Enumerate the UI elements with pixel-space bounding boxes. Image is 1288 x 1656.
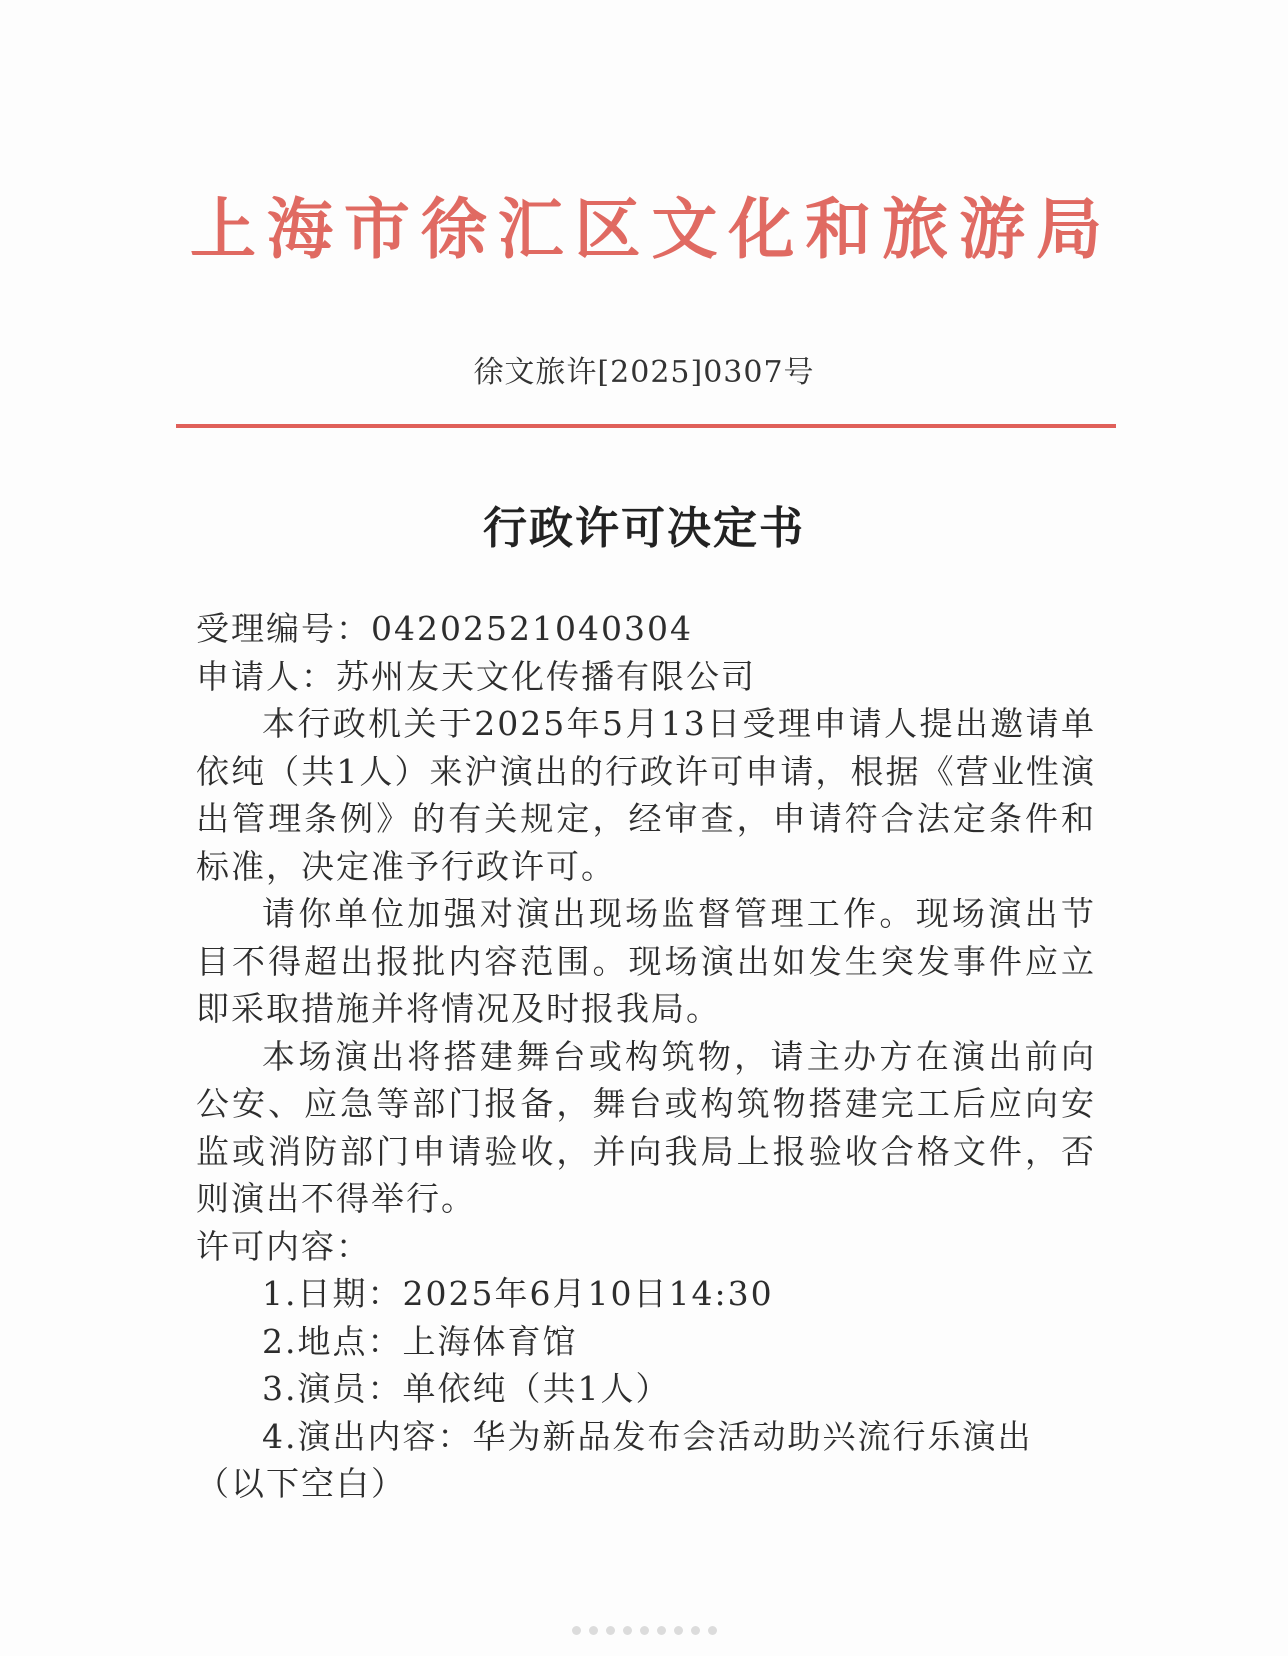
blank-below-note: （以下空白） [196,1464,406,1503]
document-title: 行政许可决定书 [483,503,805,554]
paragraph-decision: 本行政机关于2025年5月13日受理申请人提出邀请单依纯（共1人）来沪演出的行政许可申请，根据《营业性演出管理条例》的有关规定，经审查，申请符合法定条件和标准，决定准予行政许可。 [196,704,1096,886]
applicant-line [196,653,1096,701]
applicant-value: 苏州友天文化传播有限公司 [336,656,756,696]
permit-item-value: 上海体育馆 [402,1321,578,1361]
accept-number-value: 04202521040304 [371,609,693,648]
permit-item-label: 1.日期： [262,1274,403,1313]
document-body [196,605,1096,1508]
page-indicator [0,1620,1288,1639]
page-dot[interactable] [572,1626,581,1635]
permit-item-date [196,1270,1096,1318]
permit-item-value: 2025年6月10日14:30 [402,1274,774,1313]
permit-item-label: 4.演出内容： [262,1416,473,1456]
permit-item-value: 单依纯（共1人） [402,1369,671,1408]
permit-item-performer [196,1365,1096,1413]
permit-item-venue [196,1318,1096,1366]
red-divider-line [176,424,1116,428]
accept-number-line [196,605,1096,653]
permit-item-content [196,1413,1096,1461]
paragraph-supervision: 请你单位加强对演出现场监督管理工作。现场演出节目不得超出报批内容范围。现场演出如发生突发事件应立即采取措施并将情况及时报我局。 [196,894,1096,1028]
permit-heading: 许可内容： [196,1226,371,1266]
page-dot[interactable] [657,1626,666,1635]
permit-item-value: 华为新品发布会活动助兴流行乐演出 [472,1416,1033,1456]
document-number: 徐文旅许[2025]0307号 [473,355,815,390]
page-dot[interactable] [674,1626,683,1635]
page-dot[interactable] [640,1626,649,1635]
page-dot[interactable] [606,1626,615,1635]
permit-item-label: 2.地点： [262,1321,403,1361]
paragraph-stage-safety: 本场演出将搭建舞台或构筑物，请主办方在演出前向公安、应急等部门报备，舞台或构筑物搭建完工后应向安监或消防部门申请验收，并向我局上报验收合格文件，否则演出不得举行。 [196,1036,1096,1218]
agency-letterhead: 上海市徐汇区文化和旅游局 [190,191,1110,268]
page-dot[interactable] [623,1626,632,1635]
permit-item-label: 3.演员： [262,1369,403,1408]
page-dot[interactable] [691,1626,700,1635]
applicant-label: 申请人： [196,656,336,696]
accept-number-label: 受理编号： [196,609,371,648]
page-dot[interactable] [589,1626,598,1635]
page-dot[interactable] [708,1626,717,1635]
